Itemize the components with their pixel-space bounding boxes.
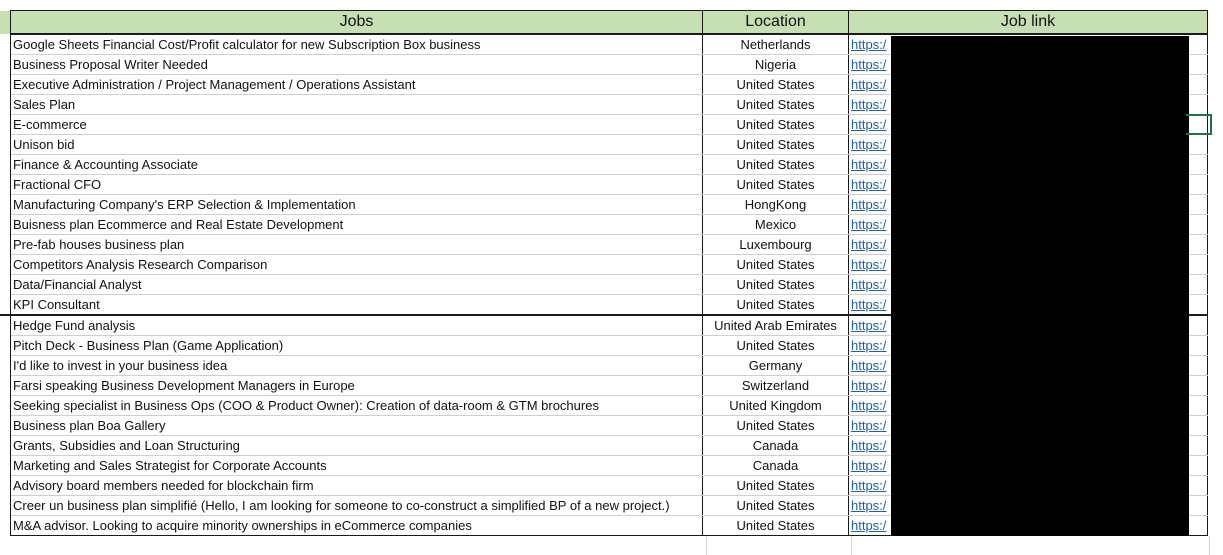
redaction-block — [891, 36, 1189, 536]
row-gutter-cell[interactable] — [0, 356, 11, 376]
row-gutter-cell[interactable] — [0, 215, 11, 235]
job-link[interactable]: https:/ — [851, 57, 887, 72]
row-gutter-cell[interactable] — [0, 456, 11, 476]
row-gutter-cell[interactable] — [0, 95, 11, 115]
job-title-cell[interactable]: Sales Plan — [11, 95, 703, 115]
row-gutter-cell[interactable] — [0, 396, 11, 416]
job-title-cell[interactable]: Manufacturing Company's ERP Selection & Implementation — [11, 195, 703, 215]
location-cell[interactable]: Canada — [703, 436, 849, 456]
row-gutter-cell[interactable] — [0, 295, 11, 316]
job-title-cell[interactable]: Creer un business plan simplifié (Hello, I am looking for someone to co-construct a simplified BP of a new project.) — [11, 496, 703, 516]
job-link[interactable]: https:/ — [851, 237, 887, 252]
row-gutter-cell[interactable] — [0, 55, 11, 75]
job-title-cell[interactable]: Pitch Deck - Business Plan (Game Application) — [11, 336, 703, 356]
job-link[interactable]: https:/ — [851, 518, 887, 533]
job-title-cell[interactable]: Business Proposal Writer Needed — [11, 55, 703, 75]
location-cell[interactable]: United States — [703, 255, 849, 275]
location-cell[interactable]: Canada — [703, 456, 849, 476]
location-cell[interactable]: Luxembourg — [703, 235, 849, 255]
location-cell[interactable]: HongKong — [703, 195, 849, 215]
selected-cell-outline[interactable] — [1186, 114, 1212, 135]
job-title-cell[interactable]: I'd like to invest in your business idea — [11, 356, 703, 376]
job-title-cell[interactable]: Marketing and Sales Strategist for Corporate Accounts — [11, 456, 703, 476]
location-cell[interactable]: United States — [703, 75, 849, 95]
location-cell[interactable]: United States — [703, 416, 849, 436]
row-gutter-cell[interactable] — [0, 115, 11, 135]
row-gutter-cell[interactable] — [0, 195, 11, 215]
job-link[interactable]: https:/ — [851, 297, 887, 312]
job-link[interactable]: https:/ — [851, 137, 887, 152]
row-gutter-cell[interactable] — [0, 75, 11, 95]
job-link[interactable]: https:/ — [851, 257, 887, 272]
job-title-cell[interactable]: Buisness plan Ecommerce and Real Estate Development — [11, 215, 703, 235]
job-link[interactable]: https:/ — [851, 177, 887, 192]
job-title-cell[interactable]: Finance & Accounting Associate — [11, 155, 703, 175]
row-gutter-cell[interactable] — [0, 255, 11, 275]
location-cell[interactable]: United Kingdom — [703, 396, 849, 416]
location-cell[interactable]: United States — [703, 135, 849, 155]
job-link[interactable]: https:/ — [851, 378, 887, 393]
job-title-cell[interactable]: Advisory board members needed for blockchain firm — [11, 476, 703, 496]
row-gutter-cell[interactable] — [0, 135, 11, 155]
column-divider — [1209, 536, 1210, 555]
job-link[interactable]: https:/ — [851, 318, 887, 333]
job-link[interactable]: https:/ — [851, 197, 887, 212]
column-divider — [851, 536, 852, 555]
row-gutter-cell[interactable] — [0, 235, 11, 255]
header-location[interactable]: Location — [703, 11, 849, 35]
row-gutter-cell[interactable] — [0, 476, 11, 496]
job-title-cell[interactable]: Business plan Boa Gallery — [11, 416, 703, 436]
header-row — [0, 11, 1208, 35]
row-gutter-cell[interactable] — [0, 315, 11, 336]
job-link[interactable]: https:/ — [851, 358, 887, 373]
job-link[interactable]: https:/ — [851, 97, 887, 112]
row-gutter-cell[interactable] — [0, 516, 11, 536]
job-title-cell[interactable]: Unison bid — [11, 135, 703, 155]
job-title-cell[interactable]: Executive Administration / Project Management / Operations Assistant — [11, 75, 703, 95]
location-cell[interactable]: United States — [703, 275, 849, 295]
job-link[interactable]: https:/ — [851, 157, 887, 172]
job-link[interactable]: https:/ — [851, 217, 887, 232]
job-link[interactable]: https:/ — [851, 277, 887, 292]
job-link[interactable]: https:/ — [851, 458, 887, 473]
location-cell[interactable]: Germany — [703, 356, 849, 376]
job-link[interactable]: https:/ — [851, 398, 887, 413]
row-gutter-cell[interactable] — [0, 11, 11, 35]
location-cell[interactable]: United States — [703, 175, 849, 195]
location-cell[interactable]: United States — [703, 336, 849, 356]
location-cell[interactable]: United States — [703, 516, 849, 536]
job-link[interactable]: https:/ — [851, 438, 887, 453]
job-link[interactable]: https:/ — [851, 77, 887, 92]
job-title-cell[interactable]: Pre-fab houses business plan — [11, 235, 703, 255]
job-link[interactable]: https:/ — [851, 478, 887, 493]
job-title-cell[interactable]: KPI Consultant — [11, 295, 703, 316]
location-cell[interactable]: United States — [703, 115, 849, 135]
job-link[interactable]: https:/ — [851, 418, 887, 433]
location-cell[interactable]: Switzerland — [703, 376, 849, 396]
column-divider — [706, 536, 707, 555]
row-gutter-cell[interactable] — [0, 376, 11, 396]
location-cell[interactable]: United States — [703, 155, 849, 175]
row-gutter-cell[interactable] — [0, 436, 11, 456]
job-title-cell[interactable]: Farsi speaking Business Development Managers in Europe — [11, 376, 703, 396]
row-gutter-cell[interactable] — [0, 34, 11, 55]
location-cell[interactable]: United Arab Emirates — [703, 315, 849, 336]
job-link[interactable]: https:/ — [851, 37, 887, 52]
empty-row-area[interactable] — [0, 536, 1223, 555]
location-cell[interactable]: United States — [703, 295, 849, 316]
header-job-link[interactable]: Job link — [849, 11, 1208, 35]
location-cell[interactable]: United States — [703, 95, 849, 115]
row-gutter-cell[interactable] — [0, 275, 11, 295]
row-gutter-cell[interactable] — [0, 336, 11, 356]
job-title-cell[interactable]: Hedge Fund analysis — [11, 315, 703, 336]
job-title-cell[interactable]: Competitors Analysis Research Comparison — [11, 255, 703, 275]
header-jobs[interactable]: Jobs — [11, 11, 703, 35]
row-gutter-cell[interactable] — [0, 416, 11, 436]
row-gutter-cell[interactable] — [0, 175, 11, 195]
job-title-cell[interactable]: Google Sheets Financial Cost/Profit calculator for new Subscription Box business — [11, 34, 703, 55]
job-link[interactable]: https:/ — [851, 338, 887, 353]
job-title-cell[interactable]: M&A advisor. Looking to acquire minority ownerships in eCommerce companies — [11, 516, 703, 536]
row-gutter-cell[interactable] — [0, 155, 11, 175]
location-cell[interactable]: United States — [703, 476, 849, 496]
location-cell[interactable]: Netherlands — [703, 34, 849, 55]
job-title-cell[interactable]: Seeking specialist in Business Ops (COO & Product Owner): Creation of data-room & GTM brochures — [11, 396, 703, 416]
job-title-cell[interactable]: Grants, Subsidies and Loan Structuring — [11, 436, 703, 456]
job-title-cell[interactable]: E-commerce — [11, 115, 703, 135]
row-gutter-cell[interactable] — [0, 496, 11, 516]
location-cell[interactable]: Nigeria — [703, 55, 849, 75]
location-cell[interactable]: Mexico — [703, 215, 849, 235]
location-cell[interactable]: United States — [703, 496, 849, 516]
job-link[interactable]: https:/ — [851, 498, 887, 513]
job-title-cell[interactable]: Data/Financial Analyst — [11, 275, 703, 295]
job-title-cell[interactable]: Fractional CFO — [11, 175, 703, 195]
job-link[interactable]: https:/ — [851, 117, 887, 132]
